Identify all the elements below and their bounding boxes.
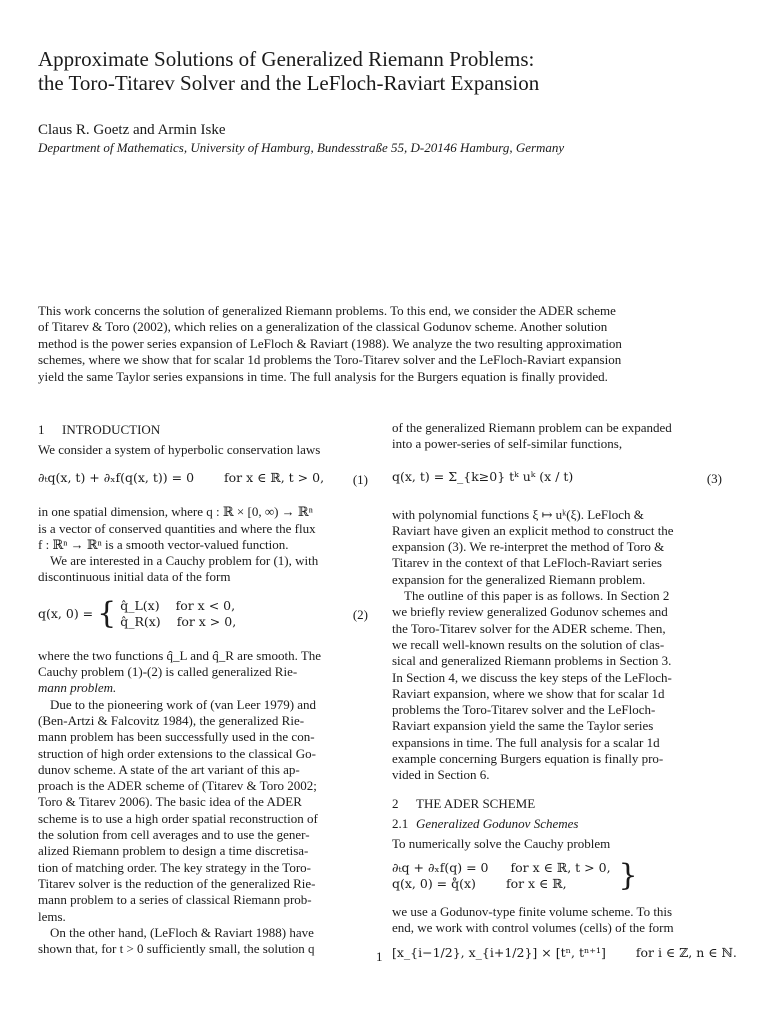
- equation-cauchy-system: [392, 857, 722, 896]
- text-line: To numerically solve the Cauchy problem: [392, 835, 611, 851]
- title-line-1: Approximate Solutions of Generalized Riemann Problems:: [38, 47, 535, 71]
- text-line: dunov scheme. A state of the art variant of this ap-: [38, 761, 300, 777]
- system-condition: for x ∈ ℝ, t > 0,: [510, 859, 611, 875]
- section-heading-ader-scheme: [392, 796, 722, 814]
- text-line: mann problem.: [38, 680, 117, 696]
- text-line: we recall well-known results on the solution of clas-: [392, 636, 665, 652]
- case-condition: for x > 0,: [176, 613, 237, 629]
- text-line: we use a Godunov-type finite volume scheme. To this: [392, 903, 673, 919]
- text-line: We consider a system of hyperbolic conservation laws: [38, 442, 321, 457]
- text-line: tion of matching order. The key strategy in the Toro-: [38, 859, 311, 875]
- subsection-title: Generalized Godunov Schemes: [416, 815, 579, 831]
- text-line: Toro & Titarev 2006). The basic idea of the ADER: [38, 794, 302, 810]
- paper-title: [38, 47, 738, 95]
- text-line: vided in Section 6.: [392, 767, 490, 783]
- text-line: Titarev in the context of that LeFloch-Raviart series: [392, 555, 662, 571]
- text-line: Raviart expansion, where we show that for scalar 1d: [392, 685, 665, 701]
- equation-expression: ∂ₜq(x, t) + ∂ₓf(q(x, t)) = 0: [38, 470, 195, 486]
- abstract-line: yield the same Taylor series expansions in time. The full analysis for the Burgers equation is finally provided.: [38, 368, 608, 384]
- section-title: THE ADER SCHEME: [416, 795, 536, 811]
- text-line: expansions in time. The full analysis for a scalar 1d: [392, 734, 660, 750]
- case-expression: q̂_R(x): [120, 613, 161, 629]
- equation-condition: for i ∈ ℤ, n ∈ ℕ.: [635, 944, 737, 960]
- text-line: scheme is to use a high order spatial reconstruction of: [38, 810, 318, 826]
- text-line: in one spatial dimension, where q : ℝ × [0, ∞) → ℝⁿ: [38, 504, 313, 520]
- case-condition: for x < 0,: [175, 597, 236, 613]
- text-line: Titarev solver is the reduction of the generalized Rie-: [38, 875, 316, 891]
- abstract-line: schemes, where we show that for scalar 1d problems the Toro-Titarev solver and the LeFloch-Raviart expansion: [38, 352, 622, 368]
- text-line: f : ℝⁿ → ℝⁿ is a smooth vector-valued function.: [38, 536, 289, 552]
- equation-3: [392, 463, 722, 499]
- text-line: with polynomial functions ξ ↦ uᵏ(ξ). LeFloch &: [392, 506, 644, 522]
- text-line: discontinuous initial data of the form: [38, 569, 231, 585]
- section-title: INTRODUCTION: [62, 422, 161, 437]
- text-line: Due to the pioneering work of (van Leer 1979) and: [50, 696, 317, 712]
- text-line: mann problem to a series of classical Riemann prob-: [38, 892, 312, 908]
- text-line: into a power-series of self-similar functions,: [392, 436, 623, 452]
- text-line: sical and generalized Riemann problems in Section 3.: [392, 653, 672, 669]
- piecewise-cases: [120, 598, 236, 630]
- equation-1: [38, 470, 368, 492]
- equation-expression: q(x, t) = Σ_{k≥0} tᵏ uᵏ (x / t): [392, 468, 574, 484]
- equation-condition: for x ∈ ℝ, t > 0,: [224, 470, 325, 486]
- text-line: struction of high order extensions to the classical Go-: [38, 745, 316, 761]
- text-line: example concerning Burgers equation is finally pro-: [392, 751, 664, 767]
- text-line: proach is the ADER scheme of (Titarev & Toro 2002;: [38, 778, 317, 794]
- section-number: 1: [38, 422, 45, 437]
- text-line: end, we work with control volumes (cells) of the form: [392, 920, 674, 936]
- abstract-line: of Titarev & Toro (2002), which relies on a generalization of the classical Godunov scheme. Another solution: [38, 319, 608, 335]
- system-expression: ∂ₜq + ∂ₓf(q) = 0: [392, 859, 489, 875]
- system-lines: [392, 860, 611, 892]
- abstract: [38, 303, 728, 385]
- text-line: lems.: [38, 908, 66, 924]
- text-line: the Toro-Titarev solver for the ADER scheme. Then,: [392, 620, 666, 636]
- text-line: Raviart expansion yield the same the Taylor series: [392, 718, 654, 734]
- text-line: we briefly review generalized Godunov schemes and: [392, 604, 668, 620]
- equation-control-volume: [392, 944, 737, 967]
- case-expression: q̂_L(x): [120, 597, 160, 613]
- brace-symbol: {: [97, 595, 117, 631]
- brace-symbol: }: [618, 857, 638, 893]
- system-expression: q(x, 0) = q̊(x): [392, 875, 476, 891]
- page-number: 1: [376, 949, 383, 964]
- text-line: the solution from cell averages and to use the gener-: [38, 827, 310, 843]
- text-line: expansion for the generalized Riemann problem.: [392, 571, 646, 587]
- abstract-line: method is the power series expansion of LeFloch & Raviart (1988). We analyze the two resulting approximation: [38, 335, 622, 351]
- text-line: where the two functions q̂_L and q̂_R are smooth. The: [38, 647, 322, 663]
- section-number: 2: [392, 795, 399, 811]
- left-column: [38, 420, 368, 957]
- text-line: is a vector of conserved quantities and where the flux: [38, 520, 316, 536]
- abstract-line: This work concerns the solution of generalized Riemann problems. To this end, we consider the ADER scheme: [38, 303, 616, 318]
- text-line: Raviart have given an explicit method to construct the: [392, 522, 674, 538]
- equation-number: (2): [352, 606, 368, 622]
- right-column: [392, 420, 737, 975]
- equation-number: (1): [352, 472, 368, 488]
- text-line: In Section 4, we discuss the key steps of the LeFloch-: [392, 669, 672, 685]
- equation-number: (3): [706, 470, 722, 486]
- equation-expression: [x_{i−1/2}, x_{i+1/2}] × [tⁿ, tⁿ⁺¹]: [392, 944, 606, 960]
- section-heading-introduction: [38, 422, 368, 440]
- text-line: The outline of this paper is as follows. In Section 2: [404, 588, 670, 604]
- text-line: expansion (3). We re-interpret the method of Toro &: [392, 539, 665, 555]
- text-line: On the other hand, (LeFloch & Raviart 1988) have: [50, 924, 314, 940]
- text-line: of the generalized Riemann problem can be expanded: [392, 420, 672, 435]
- text-line: alized Riemann problem to design a time discretisa-: [38, 843, 309, 859]
- system-condition: for x ∈ ℝ,: [505, 875, 567, 891]
- authors: Claus R. Goetz and Armin Iske: [38, 122, 226, 138]
- text-line: shown that, for t > 0 sufficiently small, the solution q: [38, 941, 315, 957]
- subsection-heading-godunov: [392, 816, 722, 834]
- equation-2: [38, 595, 368, 634]
- text-line: problems the Toro-Titarev solver and the LeFloch-: [392, 702, 656, 718]
- text-line: mann problem has been successfully used in the con-: [38, 729, 315, 745]
- affiliation: Department of Mathematics, University of Hamburg, Bundesstraße 55, D-20146 Hamburg, Germany: [38, 140, 565, 155]
- text-line: (Ben-Artzi & Falcovitz 1984), the generalized Rie-: [38, 712, 305, 728]
- text-line: Cauchy problem (1)-(2) is called generalized Rie-: [38, 664, 298, 680]
- text-line: We are interested in a Cauchy problem for (1), with: [50, 553, 319, 569]
- subsection-number: 2.1: [392, 815, 409, 831]
- title-line-2: the Toro-Titarev Solver and the LeFloch-Raviart Expansion: [38, 71, 540, 95]
- equation-lhs: q(x, 0) =: [38, 605, 94, 621]
